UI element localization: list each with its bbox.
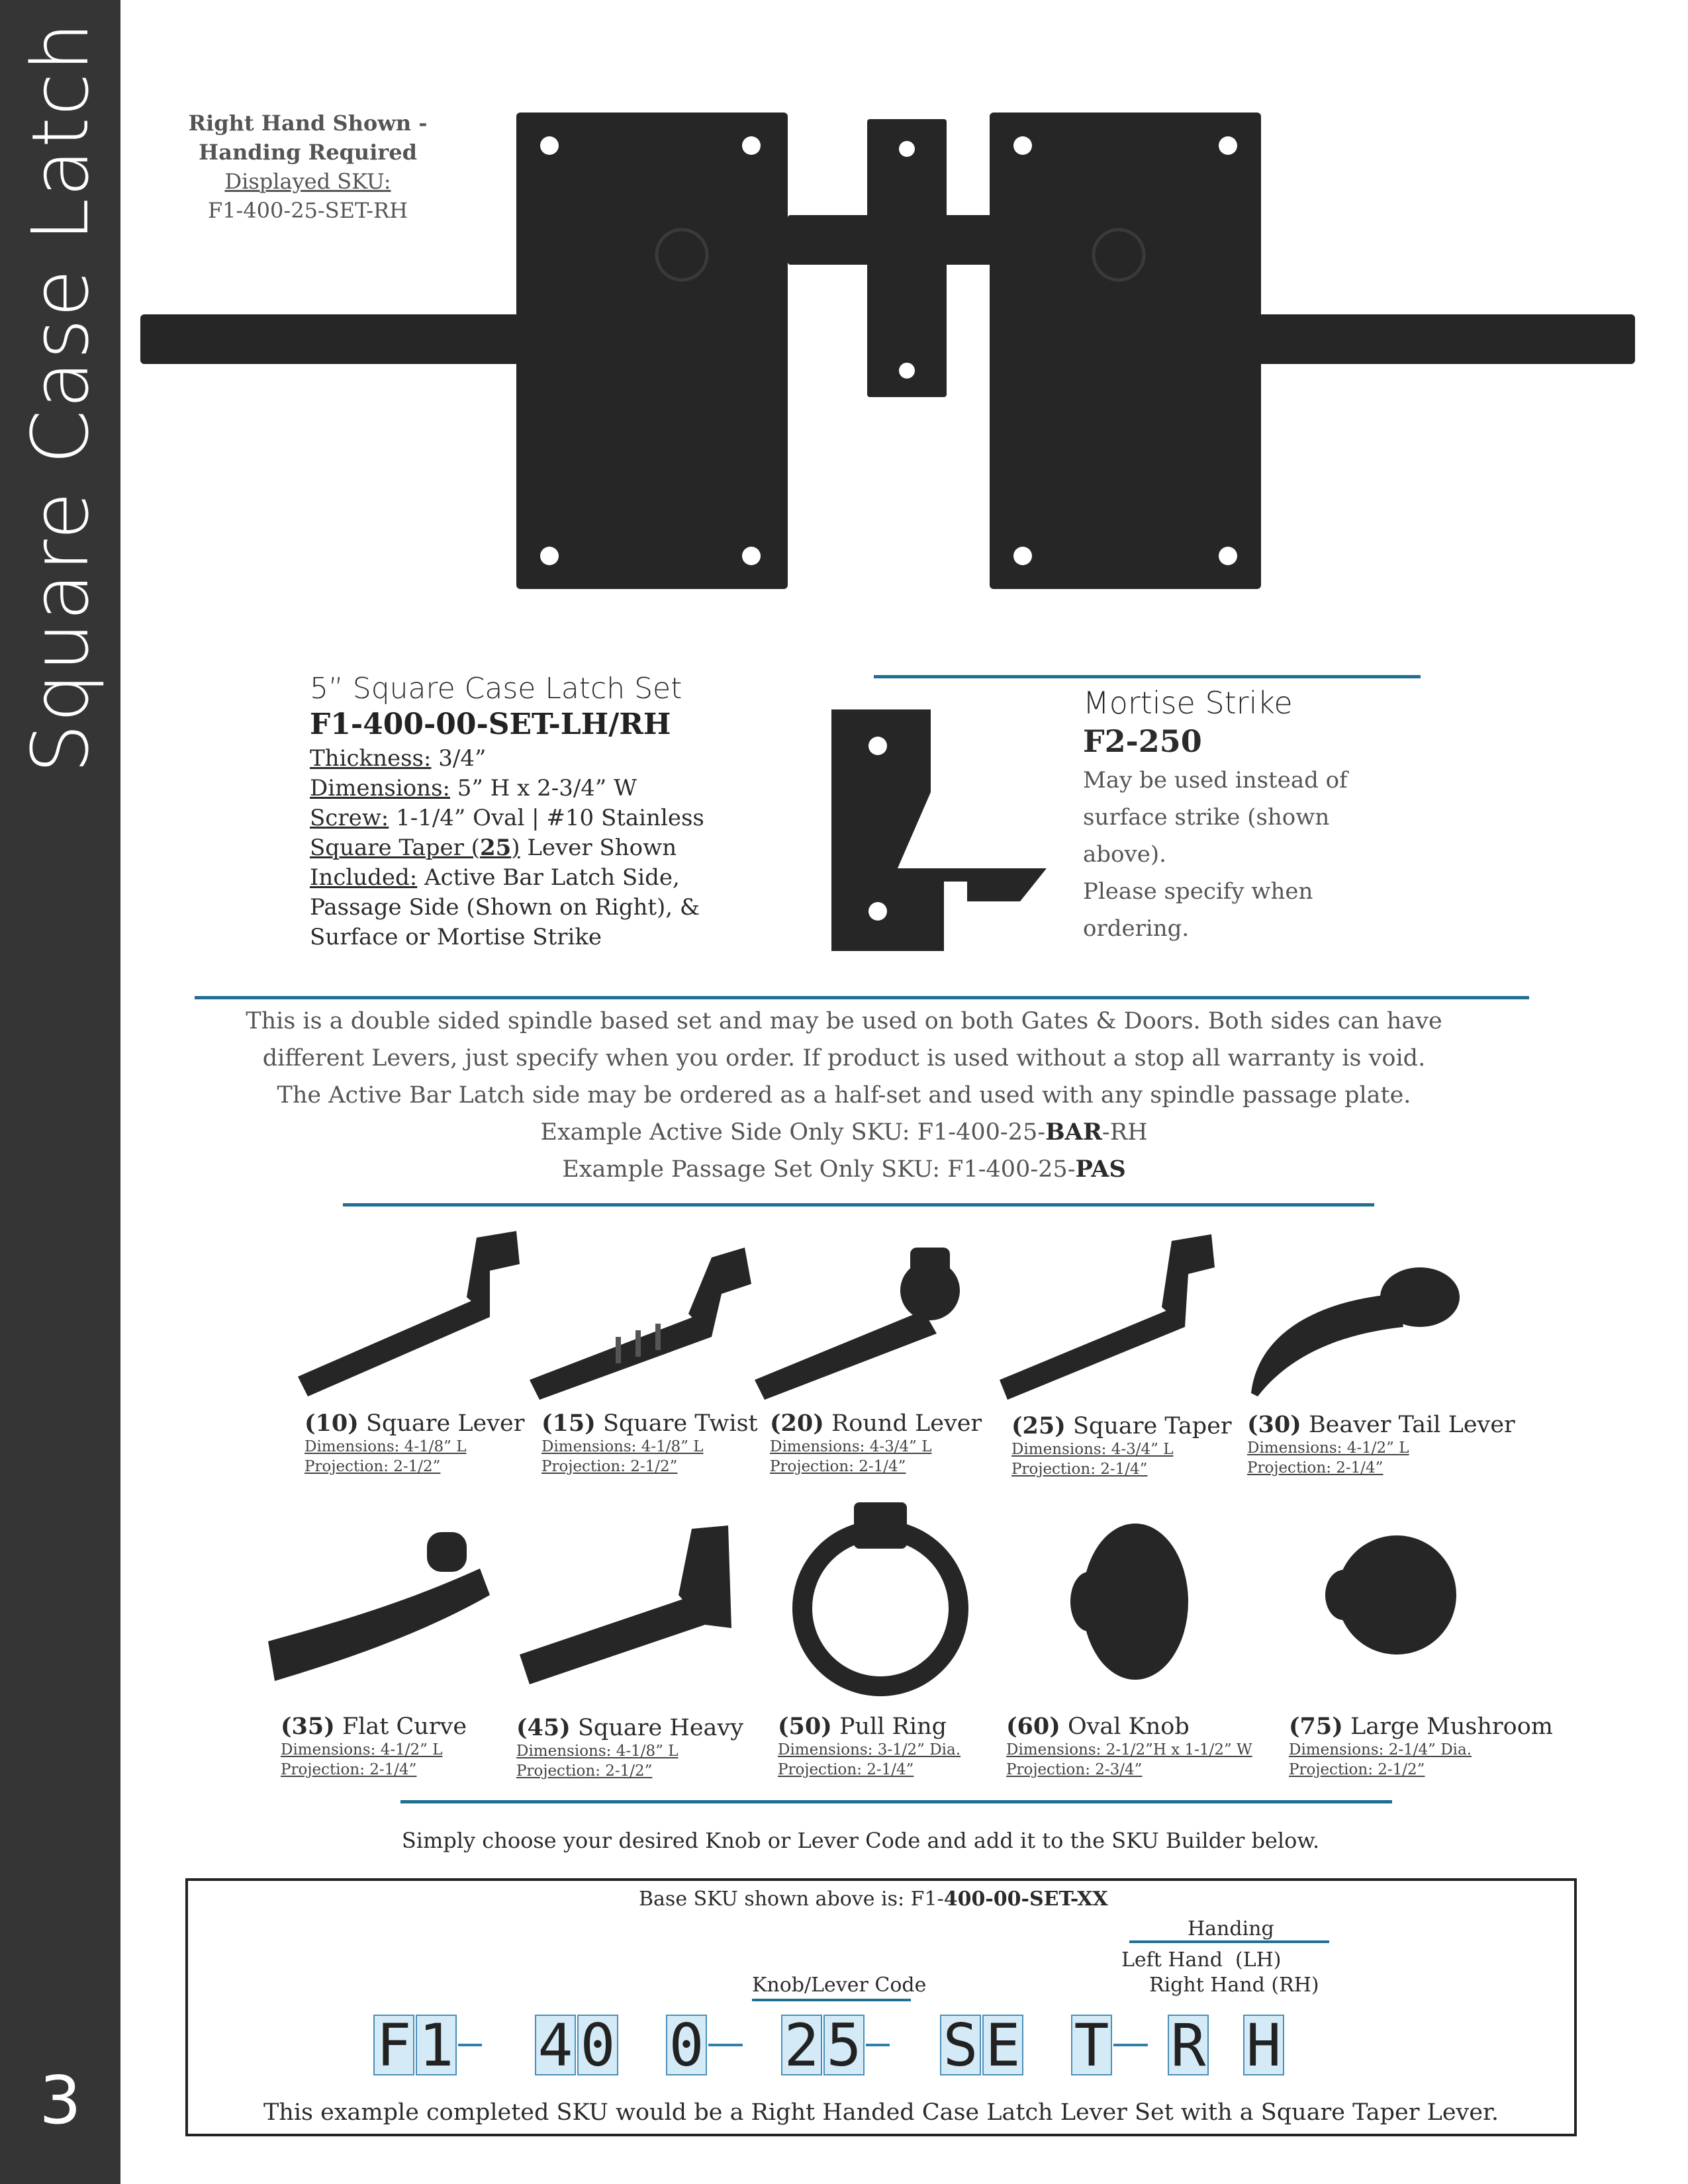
sku-dash <box>1113 2044 1148 2046</box>
strike-desc: ordering. <box>1083 915 1190 942</box>
sku-char: 0 <box>666 2015 707 2075</box>
sidebar-title: Square Case Latch <box>15 21 106 774</box>
mortise-strike-image <box>831 709 1056 954</box>
strike-title: Mortise Strike <box>1083 685 1293 721</box>
lever-20-image <box>748 1238 986 1403</box>
handing-label: Handing <box>1188 1917 1274 1940</box>
sku-char: 0 <box>577 2015 618 2075</box>
sidebar <box>0 0 120 2184</box>
lever-30-image <box>1244 1241 1470 1400</box>
example-passage-sku: Example Passage Set Only SKU: F1-400-25-PAS <box>562 1156 1126 1183</box>
latch-set-image <box>132 106 1648 596</box>
divider <box>400 1800 1392 1803</box>
set-sku: F1-400-00-SET-LH/RH <box>310 707 671 741</box>
lever-caption-60: (60) Oval Knob Dimensions: 2-1/2”H x 1-1/2” W Projection: 2-3/4” <box>1006 1713 1252 1778</box>
sku-char: 1 <box>416 2015 457 2075</box>
set-title: 5” Square Case Latch Set <box>310 672 682 705</box>
mortise-strike-info <box>1083 685 1454 947</box>
sku-char: H <box>1243 2015 1284 2075</box>
lever-caption-75: (75) Large Mushroom Dimensions: 2-1/4” Dia. Projection: 2-1/2” <box>1289 1713 1553 1778</box>
lever-caption-50: (50) Pull Ring Dimensions: 3-1/2” Dia. Projection: 2-1/4” <box>778 1713 961 1778</box>
spec-included: Included: Active Bar Latch Side, <box>310 864 680 891</box>
example-active-sku: Example Active Side Only SKU: F1-400-25-BAR-RH <box>540 1118 1148 1146</box>
strike-desc: May be used instead of <box>1083 767 1348 794</box>
strike-desc: surface strike (shown <box>1083 804 1330 831</box>
sku-char: 5 <box>823 2015 865 2075</box>
strike-sku: F2-250 <box>1083 723 1202 759</box>
sku-dash <box>458 2044 482 2046</box>
lever-caption-10: (10) Square Lever Dimensions: 4-1/8” L Projection: 2-1/2” <box>305 1410 525 1475</box>
lever-25-image <box>993 1228 1225 1400</box>
sku-example-footer: This example completed SKU would be a Right Handed Case Latch Lever Set with a Square Taper Lever. <box>263 2099 1499 2126</box>
latch-set-info <box>310 672 760 952</box>
right-hand-option: Right Hand (RH) <box>1149 1974 1319 1997</box>
spec-dimensions: Dimensions: 5” H x 2-3/4” W <box>310 775 637 801</box>
instruction: Simply choose your desired Knob or Lever Code and add it to the SKU Builder below. <box>401 1828 1320 1853</box>
note-line: Handing Required <box>199 140 417 165</box>
sku-dash <box>866 2044 890 2046</box>
oval-knob-60-image <box>1059 1522 1198 1688</box>
page-number: 3 <box>39 2062 81 2139</box>
lever-caption-30: (30) Beaver Tail Lever Dimensions: 4-1/2” L Projection: 2-1/4” <box>1247 1411 1515 1477</box>
sku-char: 2 <box>781 2015 822 2075</box>
handing-rule <box>1129 1940 1329 1943</box>
lever-35-image <box>261 1529 500 1688</box>
lever-caption-15: (15) Square Twist Dimensions: 4-1/8” L Projection: 2-1/2” <box>541 1410 758 1475</box>
sku-char: E <box>982 2015 1023 2075</box>
base-sku-text: Base SKU shown above is: F1-400-00-SET-XX <box>639 1888 1108 1911</box>
sku-char: S <box>940 2015 981 2075</box>
description: This is a double sided spindle based set and may be used on both Gates & Doors. Both sides can have different Levers, just specify when you order. If product is used without a stop all warranty is void. The Active Bar Latch side may be ordered as a half-set and used with any spindle passage plate. Example Active Side Only SKU: F1-400-25-BAR-RH Example Passage Set Only SKU: F1-400-25-PAS <box>199 1003 1489 1188</box>
knob-code-label: Knob/Lever Code <box>752 1974 927 1997</box>
divider <box>195 996 1529 999</box>
sku-char: 4 <box>535 2015 576 2075</box>
left-hand-option: Left Hand (LH) <box>1121 1948 1282 1972</box>
strike-desc: Please specify when <box>1083 878 1313 905</box>
divider <box>343 1203 1374 1206</box>
knob-code-rule <box>752 1999 911 2001</box>
pull-ring-50-image <box>778 1502 983 1701</box>
lever-caption-20: (20) Round Lever Dimensions: 4-3/4” L Projection: 2-1/4” <box>770 1410 982 1475</box>
divider <box>874 675 1421 678</box>
lever-caption-25: (25) Square Taper Dimensions: 4-3/4” L Projection: 2-1/4” <box>1011 1412 1232 1478</box>
sku-char: R <box>1168 2015 1209 2075</box>
note-line: Right Hand Shown - <box>188 111 428 136</box>
sku-dash <box>708 2044 743 2046</box>
strike-desc: above). <box>1083 841 1166 868</box>
lever-caption-45: (45) Square Heavy Dimensions: 4-1/8” L Projection: 2-1/2” <box>516 1714 743 1780</box>
lever-15-image <box>523 1231 761 1403</box>
spec-included-2: Passage Side (Shown on Right), & <box>310 894 700 921</box>
sku-char: F <box>373 2015 414 2075</box>
note-sku: F1-400-25-SET-RH <box>207 198 408 223</box>
spec-lever-shown: Square Taper (25) Lever Shown <box>310 835 677 861</box>
spec-screw: Screw: 1-1/4” Oval | #10 Stainless <box>310 805 704 831</box>
sku-builder <box>185 1878 1577 2136</box>
spec-thickness: Thickness: 3/4” <box>310 745 487 772</box>
lever-10-image <box>291 1224 523 1403</box>
sku-char: T <box>1071 2015 1112 2075</box>
lever-45-image <box>513 1516 745 1688</box>
lever-caption-35: (35) Flat Curve Dimensions: 4-1/2” L Projection: 2-1/4” <box>281 1713 467 1778</box>
spec-included-3: Surface or Mortise Strike <box>310 924 602 950</box>
mushroom-knob-75-image <box>1324 1529 1456 1668</box>
note-line: Displayed SKU: <box>224 169 391 194</box>
